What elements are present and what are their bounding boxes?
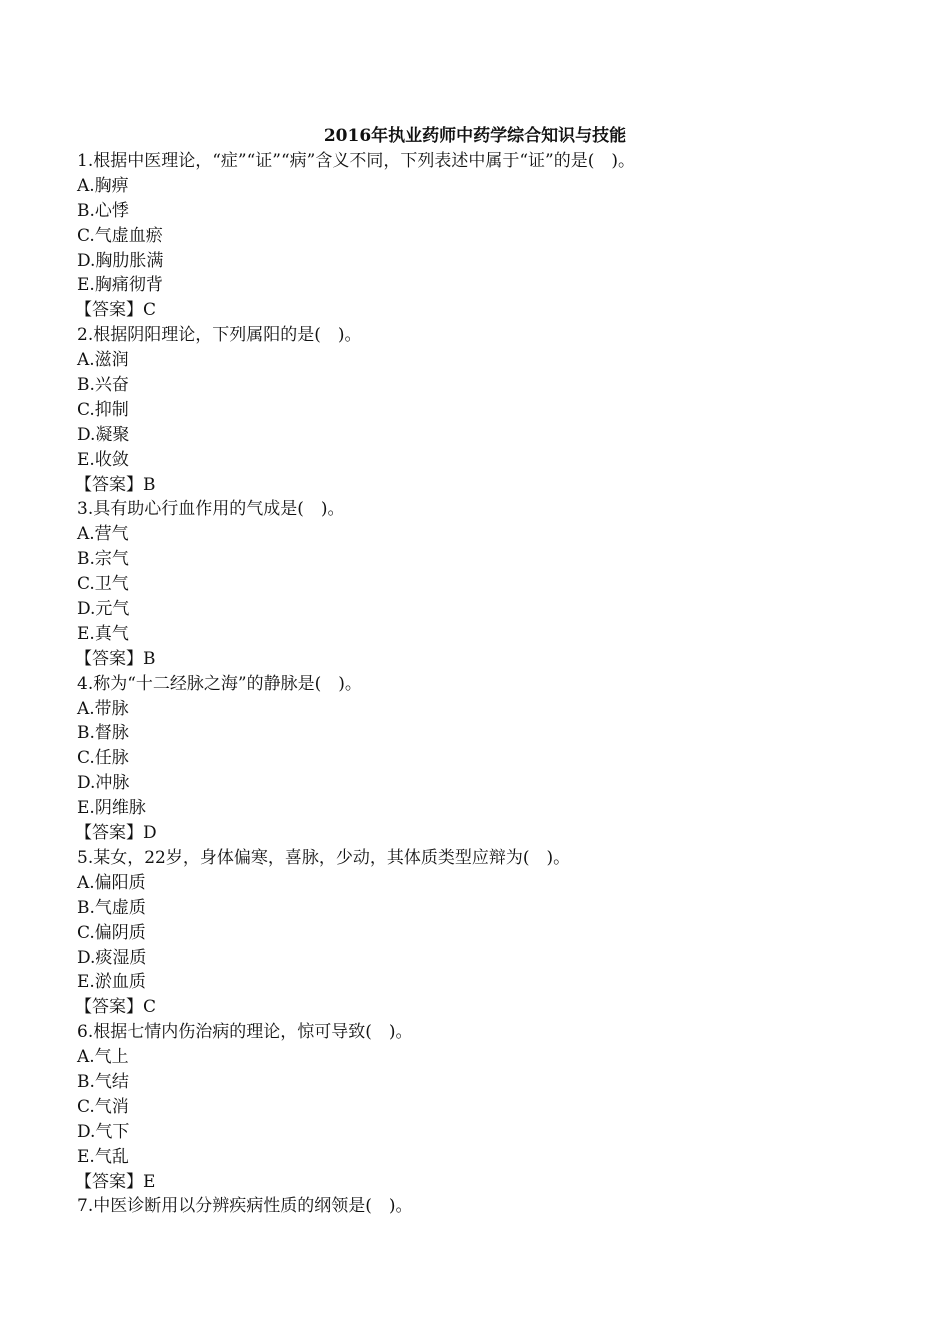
option-c: C.偏阴质	[77, 922, 146, 943]
option-d: D.胸肋胀满	[77, 250, 164, 271]
answer-line: 【答案】C	[75, 997, 157, 1018]
question-5	[77, 846, 877, 1020]
option-d: D.元气	[77, 599, 130, 620]
option-a: A.胸痹	[77, 175, 129, 196]
question-3	[77, 497, 877, 671]
question-4	[77, 672, 877, 846]
option-c: C.气虚血瘀	[77, 225, 163, 246]
option-b: B.气结	[77, 1071, 129, 1092]
option-c: C.卫气	[77, 574, 129, 595]
option-e: E.胸痛彻背	[77, 275, 163, 296]
option-d: D.冲脉	[77, 773, 130, 794]
answer-line: 【答案】E	[75, 1171, 156, 1192]
option-e: E.收敛	[77, 449, 129, 470]
option-d: D.气下	[77, 1121, 130, 1142]
option-a: A.偏阳质	[77, 872, 146, 893]
question-stem: 1.根据中医理论，“症”“证”“病”含义不同，下列表述中属于“证”的是( )。	[77, 151, 636, 171]
question-stem: 2.根据阴阳理论，下列属阳的是( )。	[77, 325, 362, 346]
option-d: D.凝聚	[77, 424, 130, 445]
question-2	[77, 323, 877, 497]
option-b: B.心悸	[77, 200, 129, 221]
question-1	[77, 149, 877, 323]
question-stem: 7.中医诊断用以分辨疾病性质的纲领是( )。	[77, 1196, 413, 1217]
answer-line: 【答案】B	[75, 474, 156, 495]
option-b: B.气虚质	[77, 897, 146, 918]
question-stem: 4.称为“十二经脉之海”的静脉是( )。	[77, 673, 362, 694]
option-e: E.淤血质	[77, 972, 146, 993]
option-c: C.任脉	[77, 748, 129, 769]
question-stem: 3.具有助心行血作用的气成是( )。	[77, 499, 345, 520]
option-b: B.宗气	[77, 549, 129, 570]
option-a: A.营气	[77, 524, 129, 545]
option-c: C.抑制	[77, 399, 129, 420]
question-stem: 6.根据七情内伤治病的理论，惊可导致( )。	[77, 1022, 413, 1043]
document-page	[77, 124, 877, 1219]
option-b: B.督脉	[77, 723, 129, 744]
question-stem: 5.某女，22岁，身体偏寒，喜脉，少动，其体质类型应辩为( )。	[77, 847, 571, 868]
option-a: A.气上	[77, 1047, 129, 1068]
option-a: A.滋润	[77, 350, 129, 371]
option-d: D.痰湿质	[77, 947, 147, 968]
option-c: C.气消	[77, 1096, 129, 1117]
answer-line: 【答案】B	[75, 648, 156, 669]
option-e: E.气乱	[77, 1146, 129, 1167]
option-a: A.带脉	[77, 698, 129, 719]
answer-line: 【答案】D	[75, 823, 157, 844]
question-7	[77, 1194, 877, 1219]
answer-line: 【答案】C	[75, 300, 157, 321]
option-b: B.兴奋	[77, 375, 129, 396]
question-6	[77, 1020, 877, 1194]
document-title: 2016年执业药师中药学综合知识与技能	[323, 126, 627, 146]
option-e: E.阴维脉	[77, 798, 146, 819]
option-e: E.真气	[77, 623, 129, 644]
